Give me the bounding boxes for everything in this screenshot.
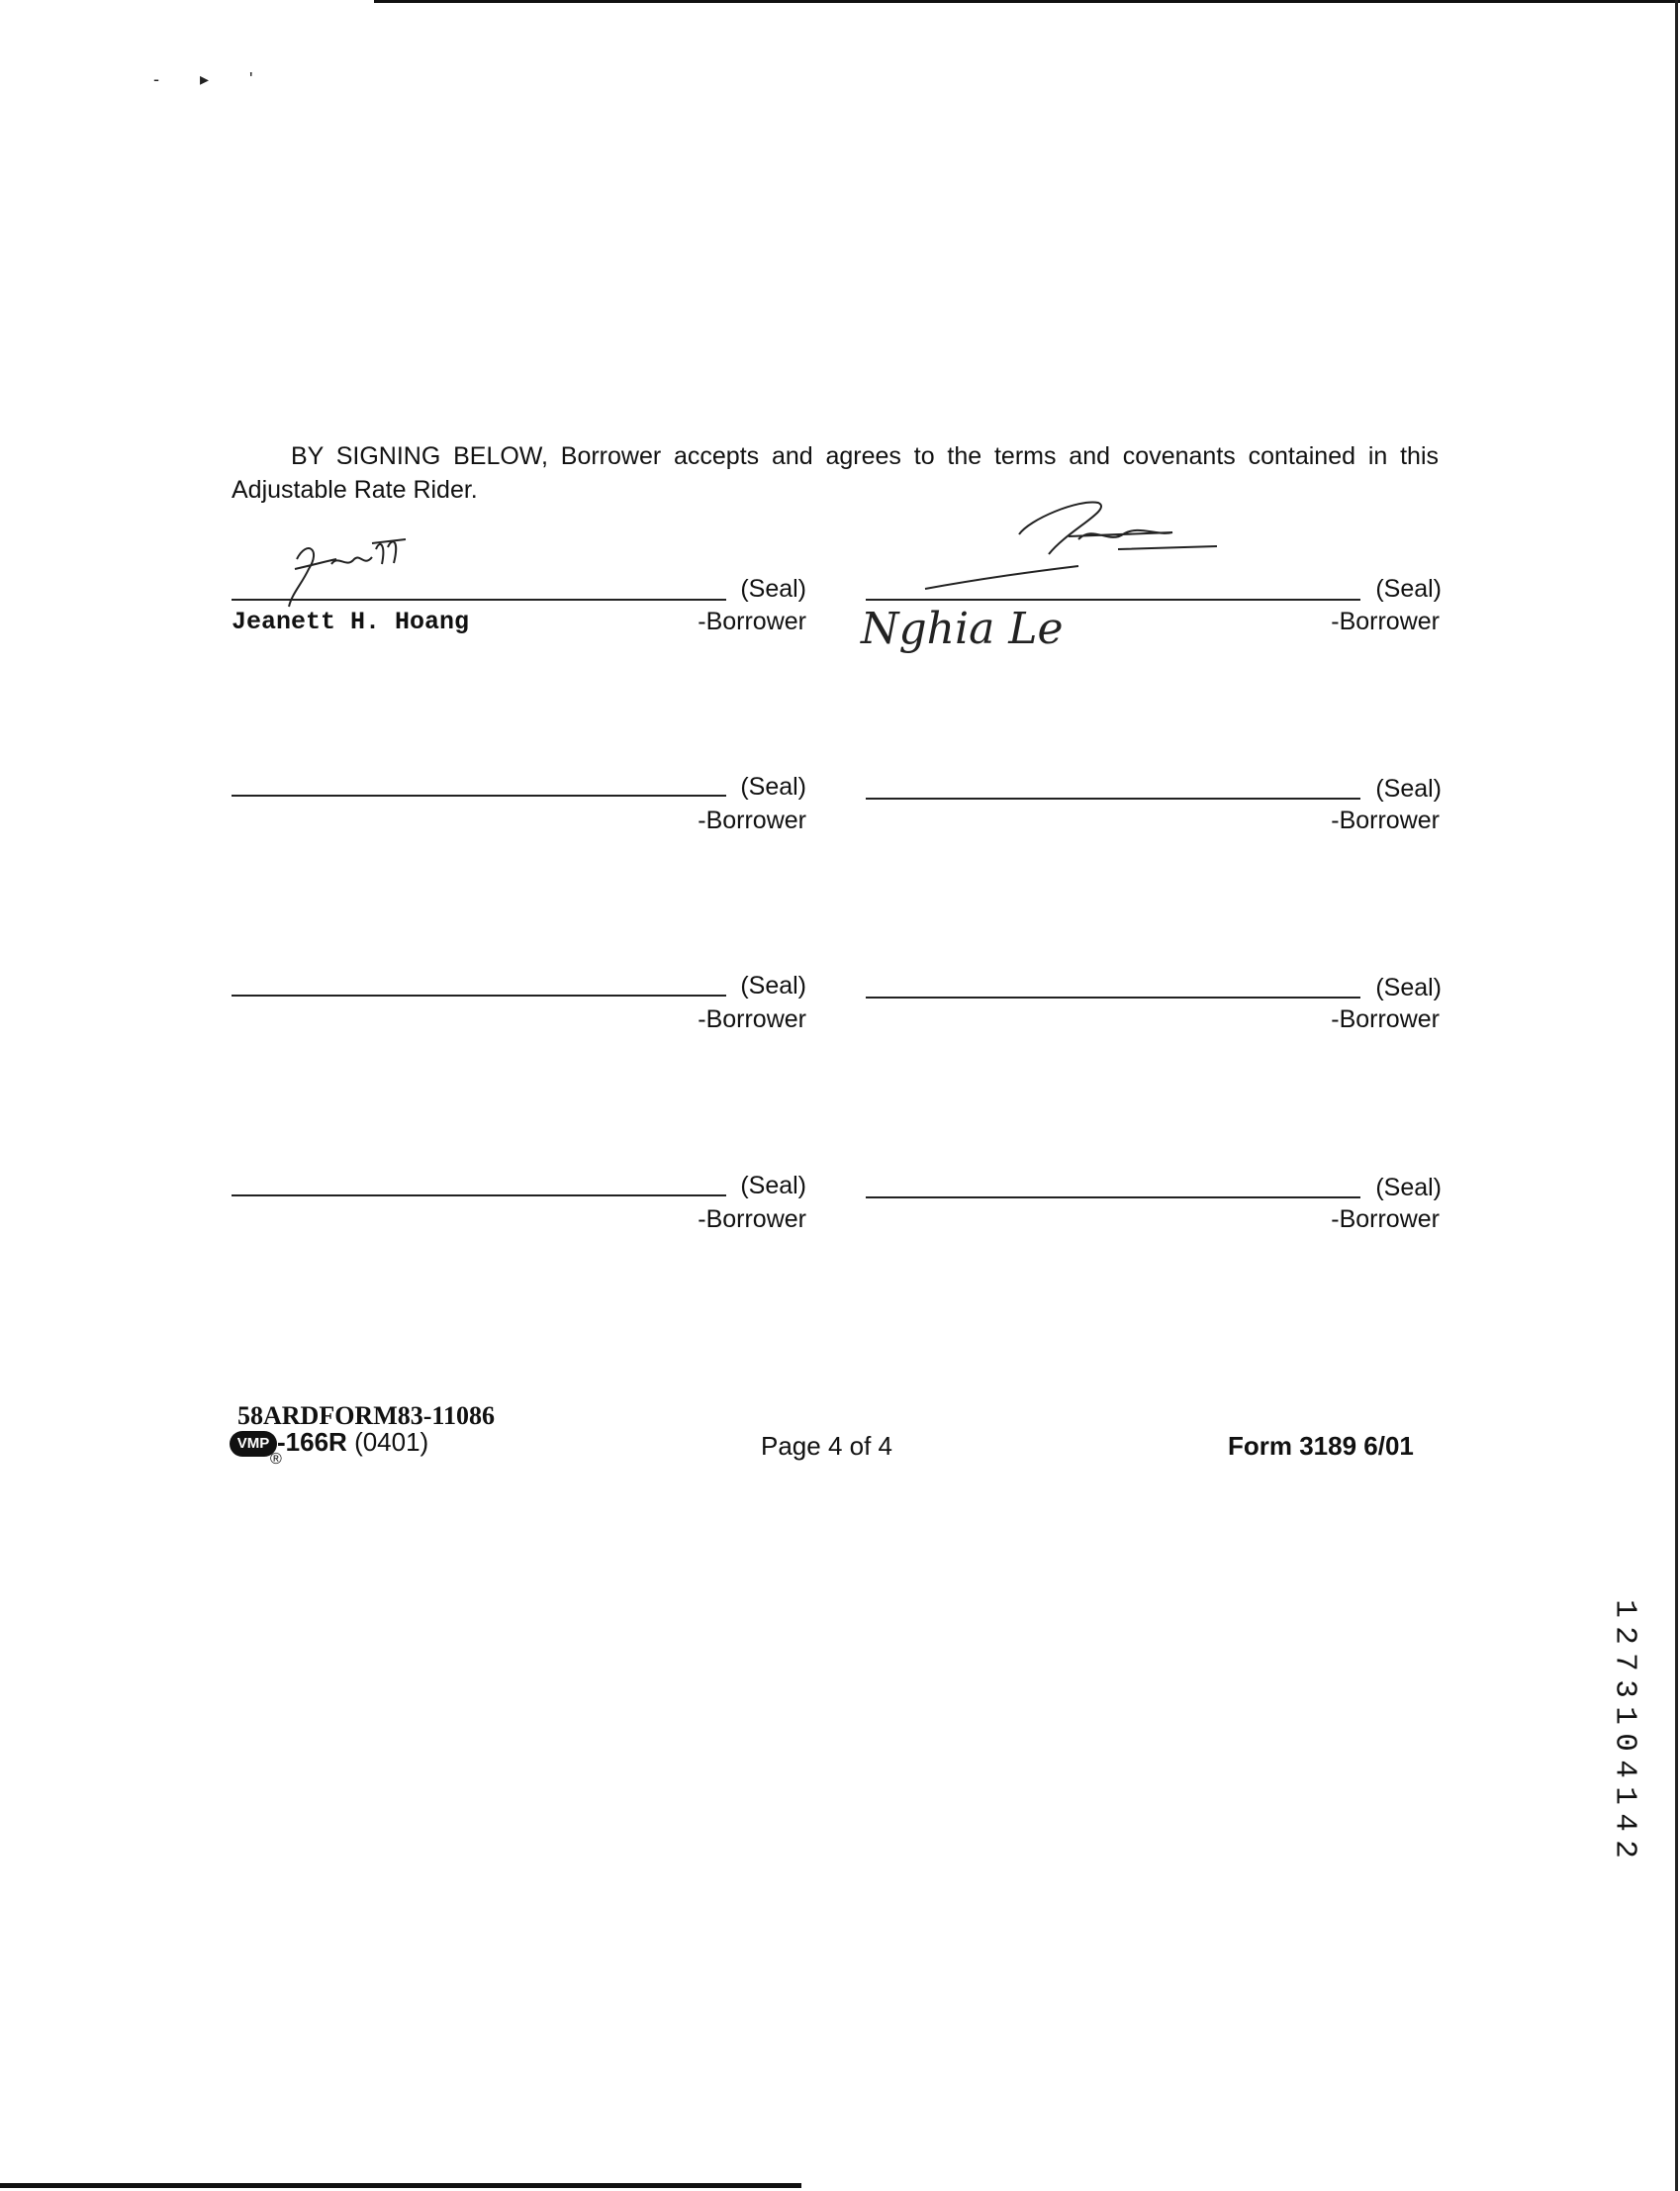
borrower-label-3: -Borrower (698, 807, 806, 834)
borrower-label-4: -Borrower (1331, 807, 1440, 834)
vmp-form-id (230, 1427, 428, 1458)
page-number: Page 4 of 4 (761, 1431, 892, 1461)
signature-line-5 (232, 995, 726, 997)
right-border-rule (1675, 0, 1678, 2191)
side-digit: 1 (1607, 1599, 1642, 1618)
bottom-border-rule (0, 2183, 801, 2188)
signature-line-4 (866, 798, 1360, 800)
side-digit: 1 (1607, 1706, 1642, 1725)
handwritten-name-nghia-le (861, 594, 1064, 663)
seal-label-2: (Seal) (1375, 575, 1442, 603)
side-digit: 4 (1607, 1760, 1642, 1778)
signature-line-3 (232, 795, 726, 797)
side-digit: 7 (1607, 1653, 1642, 1671)
side-digit: 0 (1607, 1733, 1642, 1752)
acceptance-statement (232, 439, 1439, 507)
borrower-label-8: -Borrower (1331, 1205, 1440, 1233)
side-document-number (1607, 1595, 1642, 1862)
borrower-label-6: -Borrower (1331, 1005, 1440, 1033)
seal-label-4: (Seal) (1375, 775, 1442, 803)
vmp-logo: VMP (230, 1431, 277, 1457)
registered-mark: ® (270, 1451, 282, 1468)
form-number: Form 3189 6/01 (1228, 1431, 1414, 1461)
side-digit: 3 (1607, 1679, 1642, 1698)
vmp-version: (0401) (354, 1427, 429, 1457)
borrower-label-1: -Borrower (698, 608, 806, 635)
side-digit: 1 (1607, 1786, 1642, 1805)
scan-specks: - ▸ ' (153, 69, 271, 89)
seal-label-3: (Seal) (740, 773, 806, 801)
typed-borrower-name-1: Jeanett H. Hoang (232, 608, 470, 636)
signature-nghia-initials (920, 495, 1237, 594)
form-code: 58ARDFORM83-11086 (237, 1401, 495, 1430)
vmp-code: -166R (277, 1427, 347, 1457)
side-digit: 2 (1607, 1626, 1642, 1645)
side-digit: 2 (1607, 1840, 1642, 1858)
seal-label-8: (Seal) (1375, 1174, 1442, 1201)
seal-label-5: (Seal) (740, 972, 806, 1000)
signature-line-7 (232, 1194, 726, 1196)
signature-line-8 (866, 1196, 1360, 1198)
signature-jeanett (277, 529, 425, 609)
borrower-label-7: -Borrower (698, 1205, 806, 1233)
borrower-label-2: -Borrower (1331, 608, 1440, 635)
acceptance-text: BY SIGNING BELOW, Borrower accepts and agrees to the terms and covenants contained in this Adjustable Rate Rider. (232, 442, 1439, 504)
svg-text:Nghia Le: Nghia Le (861, 604, 1064, 654)
seal-label-7: (Seal) (740, 1172, 806, 1199)
borrower-label-5: -Borrower (698, 1005, 806, 1033)
signature-line-6 (866, 997, 1360, 999)
top-border-rule (374, 0, 1680, 3)
seal-label-6: (Seal) (1375, 974, 1442, 1001)
side-digit: 4 (1607, 1813, 1642, 1832)
seal-label-1: (Seal) (740, 575, 806, 603)
